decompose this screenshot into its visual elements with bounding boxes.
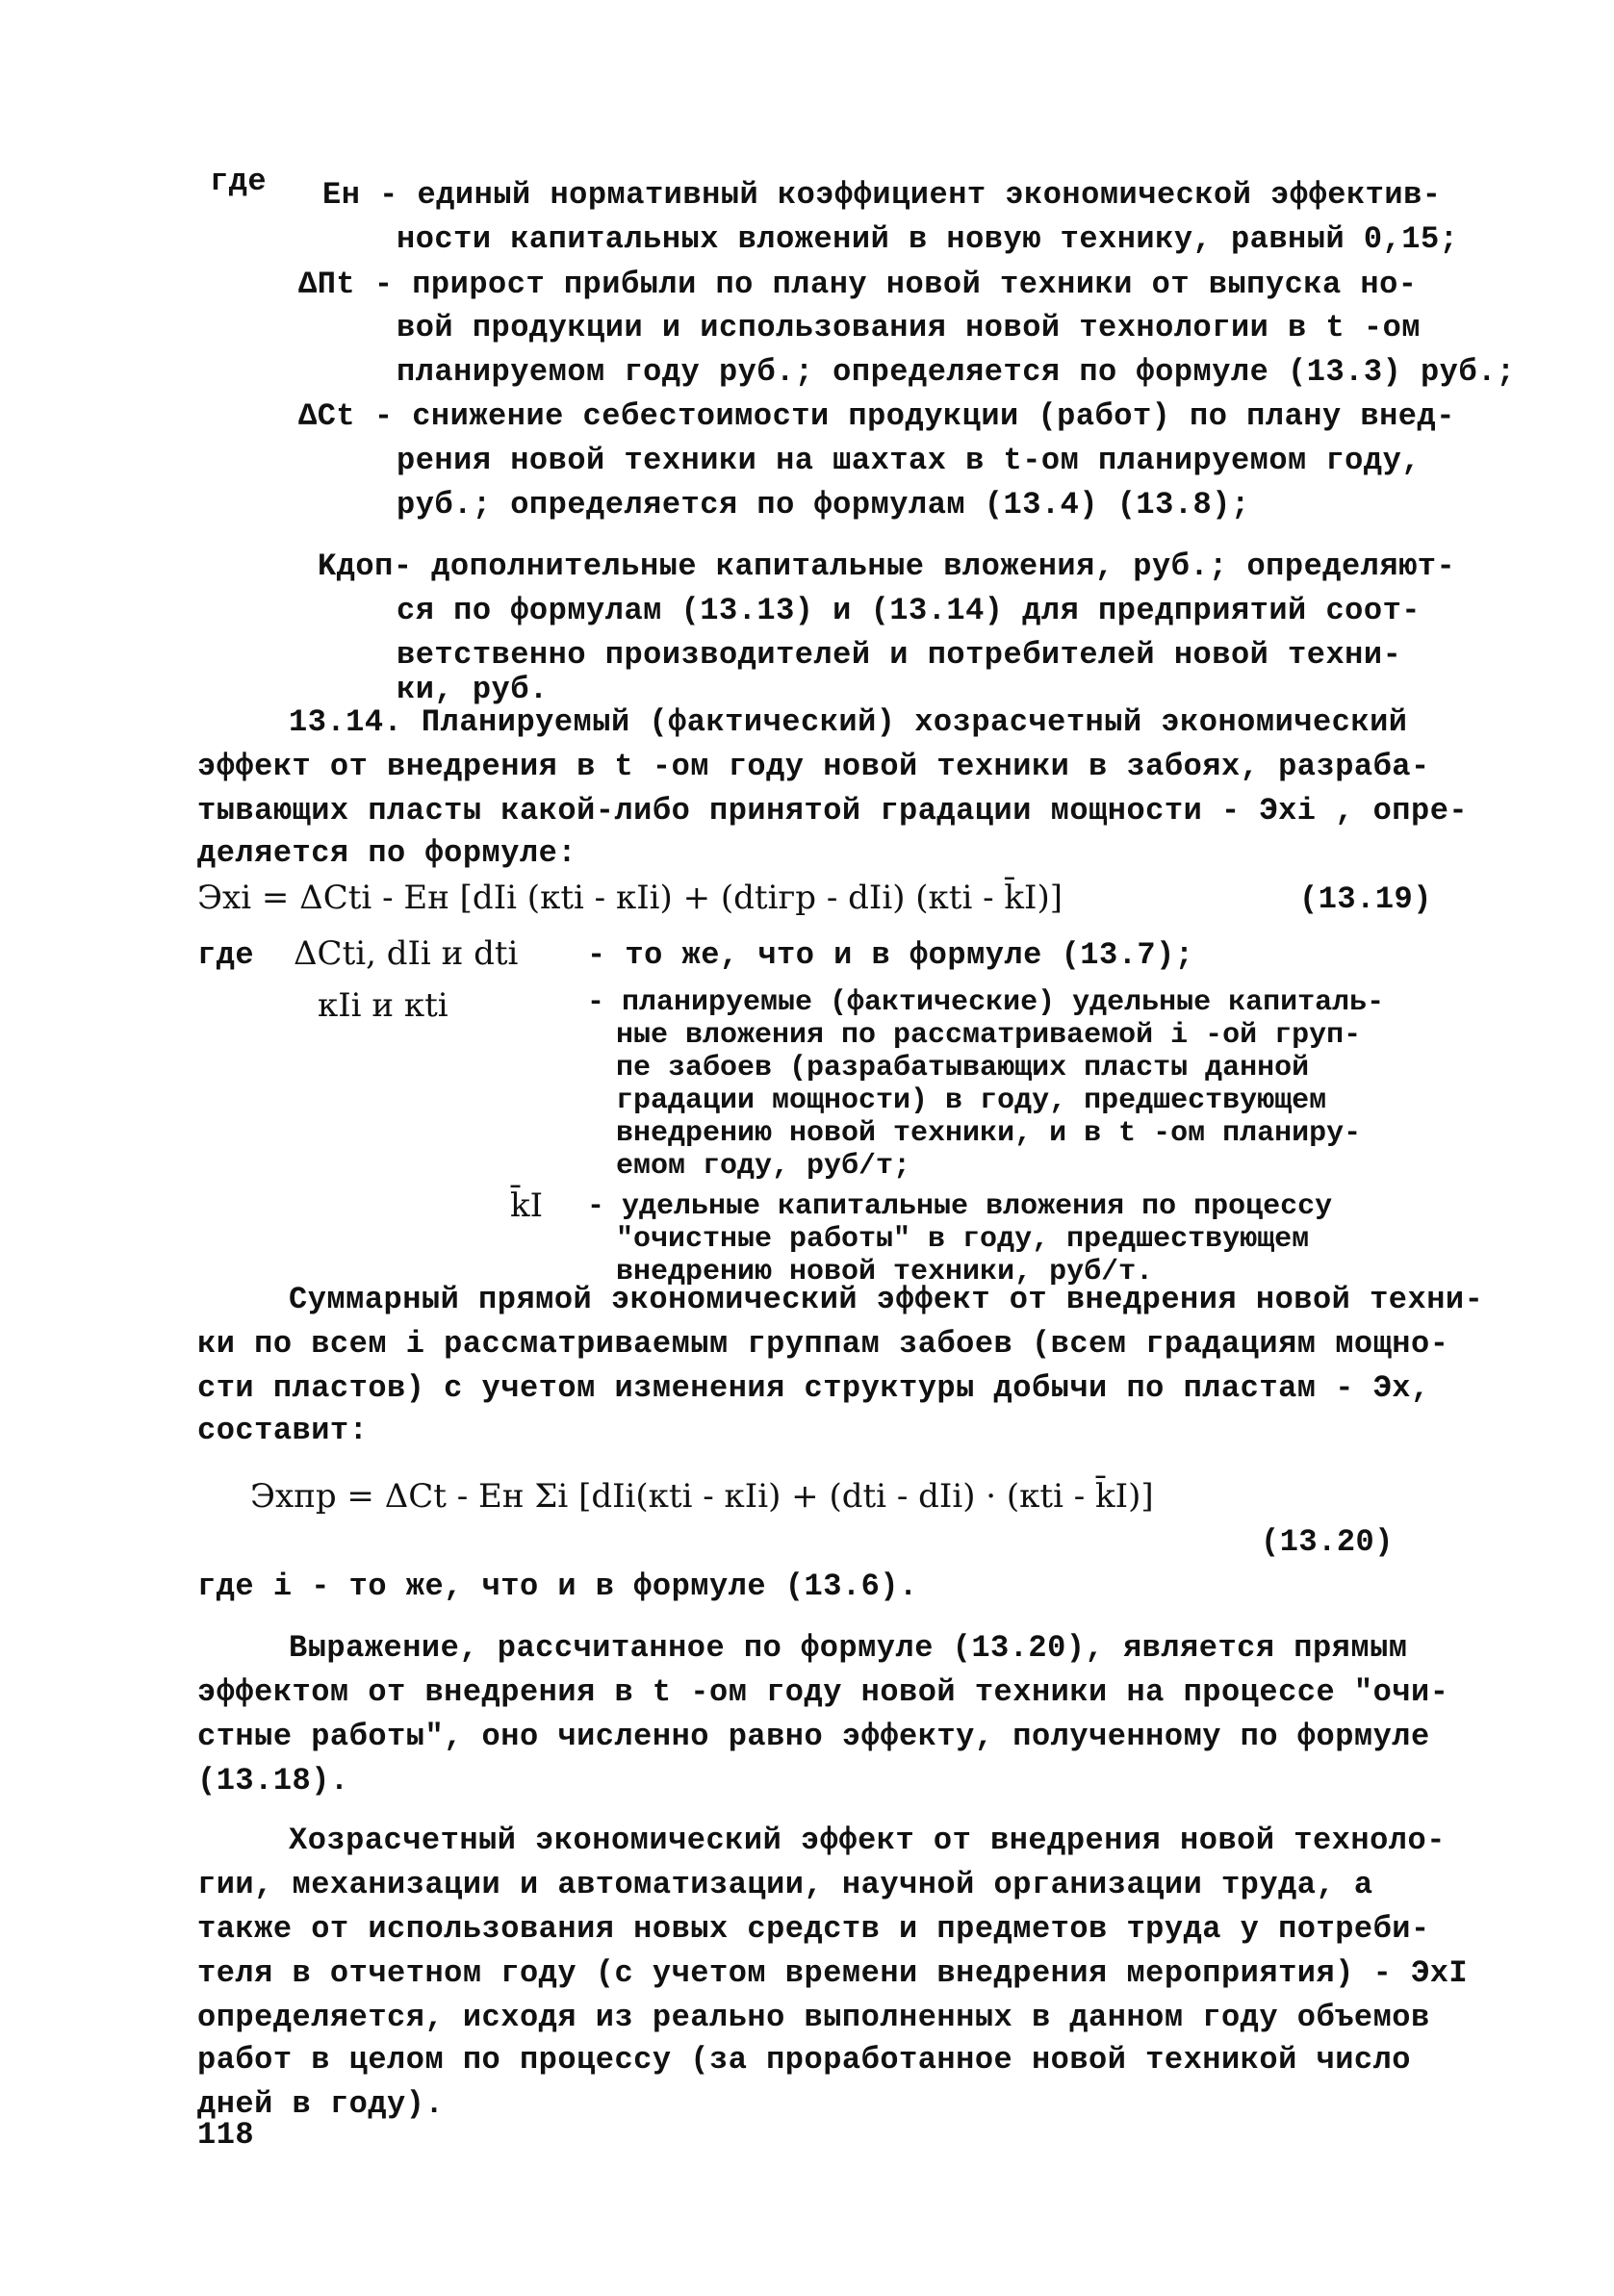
- formula-13-20: Эxпр = ΔCt - Eн Σi [dIi(кti - кIi) + (dti - dIi) · (кti - k̄I)]: [250, 1477, 1154, 1516]
- where2-desc-2-line-1: - планируемые (фактические) удельные капиталь-: [587, 986, 1385, 1019]
- where2-desc-3-line-2: "очистные работы" в году, предшествующем: [616, 1223, 1310, 1256]
- para-1314-line-2: эффект от внедрения в t -ом году новой техники в забоях, разраба-: [197, 749, 1430, 784]
- hoz-line-6: работ в целом по процессу (за проработанное новой техникой число: [197, 2042, 1411, 2078]
- expr-line-3: стные работы", оно численно равно эффекту, полученному по формуле: [197, 1719, 1430, 1754]
- where-label-3: где i - то же, что и в формуле (13.6).: [197, 1569, 918, 1604]
- where2-desc-2-line-4: градации мощности) в году, предшествующем: [616, 1084, 1327, 1117]
- sum-line-2: ки по всем i рассматриваемым группам забоев (всем градациям мощно-: [197, 1326, 1449, 1362]
- hoz-line-5: определяется, исходя из реально выполненных в данном году объемов: [197, 2000, 1430, 2035]
- hoz-line-2: гии, механизации и автоматизации, научной организации труда, а: [197, 1867, 1373, 1902]
- where2-desc-2-line-6: емом году, руб/т;: [616, 1150, 911, 1183]
- where2-symbol-2: кIi и кti: [318, 986, 448, 1025]
- where2-desc-2-line-3: пе забоев (разрабатывающих пласты данной: [616, 1052, 1310, 1084]
- where2-desc-3-line-3: внедрению новой техники, руб/т.: [616, 1256, 1154, 1288]
- para-1314-line-3: тывающих пласты какой-либо принятой градации мощности - Эxi , опре-: [197, 793, 1469, 829]
- def-kd-line-4: ки, руб.: [397, 672, 549, 707]
- expr-line-4: (13.18).: [197, 1763, 349, 1799]
- expr-line-2: эффектом от внедрения в t -ом году новой техники на процессе "очи-: [197, 1674, 1449, 1710]
- where2-desc-3-line-1: - удельные капитальные вложения по процессу: [587, 1190, 1333, 1223]
- formula-13-19: Эxi = ΔCti - Eн [dIi (кti - кIi) + (dtiгр - dIi) (кti - k̄I)]: [197, 879, 1063, 917]
- para-1314-line-4: деляется по формуле:: [197, 835, 577, 871]
- where-label-2: где: [197, 937, 255, 973]
- expr-line-1: Выражение, рассчитанное по формуле (13.20), является прямым: [289, 1630, 1408, 1666]
- def-dp-line-1: ΔПt - прирост прибыли по плану новой техники от выпуска но-: [298, 267, 1418, 302]
- sum-line-1: Суммарный прямой экономический эффект от внедрения новой техни-: [289, 1282, 1484, 1317]
- sum-line-3: сти пластов) с учетом изменения структуры добычи по пластам - Эx,: [197, 1370, 1430, 1406]
- hoz-line-3: также от использования новых средств и предметов труда у потреби-: [197, 1911, 1430, 1947]
- where2-desc-2-line-5: внедрению новой техники, и в t -ом планиру-: [616, 1117, 1362, 1150]
- def-kd-line-3: ветственно производителей и потребителей новой техни-: [397, 637, 1402, 673]
- def-kd-line-2: ся по формулам (13.13) и (13.14) для предприятий соот-: [397, 593, 1421, 628]
- def-en-line-2: ности капитальных вложений в новую технику, равный 0,15;: [397, 221, 1459, 257]
- def-dc-line-3: руб.; определяется по формулам (13.4) (13.8);: [397, 487, 1250, 523]
- hoz-line-1: Хозрасчетный экономический эффект от внедрения новой техноло-: [289, 1823, 1446, 1858]
- def-en-line-1: Eн - единый нормативный коэффициент экономической эффектив-: [322, 177, 1442, 213]
- hoz-line-4: теля в отчетном году (с учетом времени внедрения мероприятия) - ЭxI: [197, 1955, 1469, 1991]
- page-number: 118: [197, 2117, 255, 2153]
- def-dp-line-2: вой продукции и использования новой технологии в t -ом: [397, 310, 1421, 345]
- def-dc-line-1: ΔCt - снижение себестоимости продукции (работ) по плану внед-: [298, 398, 1455, 434]
- sum-line-4: составит:: [197, 1413, 369, 1448]
- def-dc-line-2: рения новой техники на шахтах в t-ом планируемом году,: [397, 443, 1421, 478]
- def-kd-line-1: Kдоп- дополнительные капитальные вложения, руб.; определяют-: [318, 548, 1456, 584]
- where2-desc-2-line-2: ные вложения по рассматриваемой i -ой груп-: [616, 1019, 1362, 1052]
- where2-desc-1: - то же, что и в формуле (13.7);: [587, 937, 1194, 973]
- para-1314-line-1: 13.14. Планируемый (фактический) хозрасчетный экономический: [289, 704, 1408, 740]
- formula-13-20-number: (13.20): [1261, 1524, 1394, 1560]
- formula-13-19-number: (13.19): [1299, 881, 1432, 917]
- where2-symbol-3: k̄I: [510, 1186, 544, 1225]
- def-dp-line-3: планируемом году руб.; определяется по формуле (13.3) руб.;: [397, 354, 1516, 390]
- hoz-line-7: дней в году).: [197, 2086, 445, 2122]
- where-label: где: [210, 164, 268, 199]
- where2-symbol-1: ΔCti, dIi и dti: [294, 934, 519, 973]
